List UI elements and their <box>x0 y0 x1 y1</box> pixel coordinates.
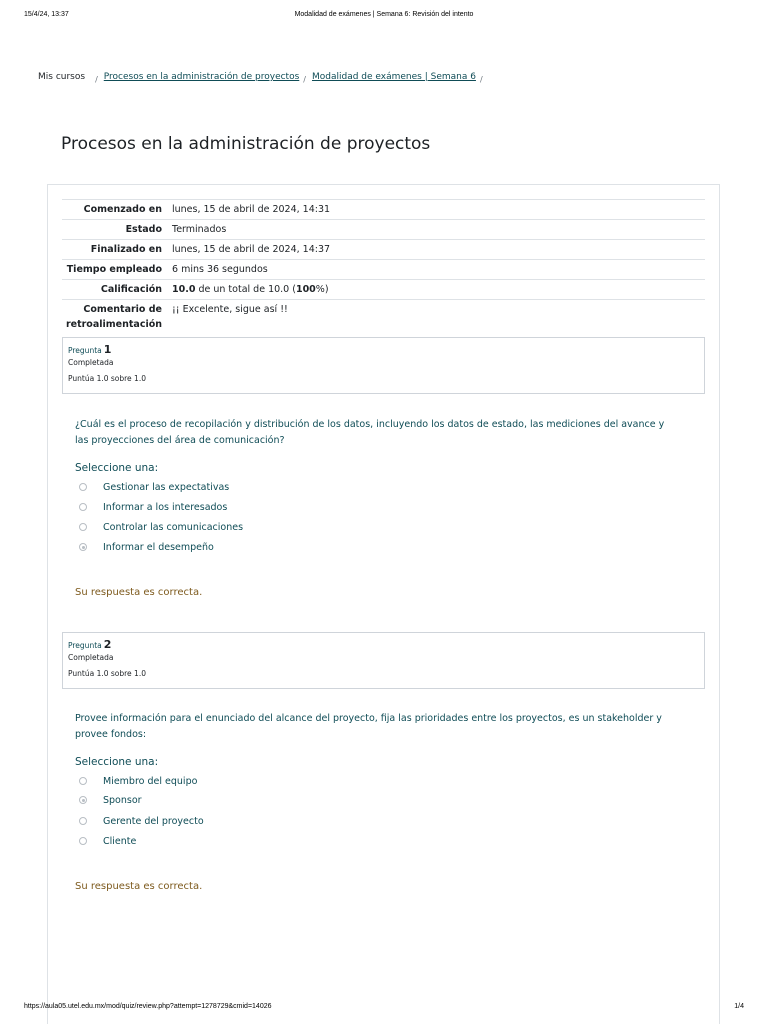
radio-button-selected[interactable] <box>79 543 87 551</box>
question-label: Pregunta <box>68 346 102 355</box>
q1-option-2[interactable] <box>79 500 227 514</box>
q1-option-1[interactable] <box>79 480 229 494</box>
summary-row-started <box>62 200 705 220</box>
radio-button[interactable] <box>79 503 87 511</box>
summary-row-feedback <box>62 300 705 335</box>
summary-value: lunes, 15 de abril de 2024, 14:31 <box>172 204 331 215</box>
radio-button-selected[interactable] <box>79 796 87 804</box>
breadcrumb-separator: / <box>95 74 98 84</box>
option-label: Cliente <box>103 835 137 847</box>
breadcrumb-exam-link[interactable]: Modalidad de exámenes | Semana 6 <box>311 72 476 82</box>
summary-label: Calificación <box>100 284 162 295</box>
q1-option-3[interactable] <box>79 520 243 534</box>
summary-label: Finalizado en <box>90 244 162 255</box>
breadcrumb-course-link[interactable]: Procesos en la administración de proyectos <box>103 72 300 82</box>
question-number: 1 <box>103 343 112 356</box>
breadcrumb-separator: / <box>479 74 483 84</box>
summary-row-state <box>62 220 705 240</box>
q2-option-1[interactable] <box>79 774 197 788</box>
grade-suffix: %) <box>315 284 329 295</box>
q2-option-3[interactable] <box>79 814 204 828</box>
breadcrumb <box>38 72 489 82</box>
grade-percent: 100 <box>295 284 316 295</box>
radio-button[interactable] <box>79 777 87 785</box>
question-grade: Puntúa 1.0 sobre 1.0 <box>68 669 146 678</box>
breadcrumb-separator: / <box>303 74 306 84</box>
question-1-info <box>62 337 705 394</box>
grade-score: 10.0 <box>172 284 196 295</box>
question-1-prompt: Seleccione una: <box>75 462 159 474</box>
summary-row-time-taken <box>62 260 705 280</box>
radio-button[interactable] <box>79 837 87 845</box>
summary-label: Tiempo empleado <box>66 264 162 275</box>
option-label: Informar el desempeño <box>103 541 214 553</box>
breadcrumb-mis-cursos[interactable]: Mis cursos <box>38 72 86 82</box>
question-2-prompt: Seleccione una: <box>75 756 159 768</box>
summary-value: Terminados <box>172 224 227 235</box>
summary-value: ¡¡ Excelente, sigue así !! <box>172 304 288 315</box>
option-label: Controlar las comunicaciones <box>103 521 244 533</box>
summary-value: lunes, 15 de abril de 2024, 14:37 <box>172 244 331 255</box>
q2-option-2[interactable] <box>79 793 142 807</box>
summary-label: Estado <box>125 224 162 235</box>
summary-value <box>168 280 705 300</box>
grade-out-of: de un total de 10.0 ( <box>195 284 296 295</box>
question-state: Completada <box>68 358 114 367</box>
option-label: Sponsor <box>103 794 142 806</box>
print-page-title: Modalidad de exámenes | Semana 6: Revisión del intento <box>294 11 474 18</box>
question-2-info <box>62 632 705 689</box>
print-page-number: 1/4 <box>734 1003 744 1010</box>
attempt-summary-table <box>62 199 705 334</box>
radio-button[interactable] <box>79 483 87 491</box>
summary-row-grade <box>62 280 705 300</box>
question-1-feedback: Su respuesta es correcta. <box>75 587 203 598</box>
option-label: Gerente del proyecto <box>103 815 204 827</box>
option-label: Miembro del equipo <box>103 775 198 787</box>
question-state: Completada <box>68 653 114 662</box>
question-2-text: Provee información para el enunciado del alcance del proyecto, fija las prioridades entre los proyectos, es un stakeholder y provee fondos: <box>75 713 662 740</box>
summary-label: Comentario de retroalimentación <box>65 304 162 330</box>
print-url: https://aula05.utel.edu.mx/mod/quiz/review.php?attempt=1278729&cmid=14026 <box>24 1003 272 1010</box>
radio-button[interactable] <box>79 523 87 531</box>
q1-option-4[interactable] <box>79 540 214 554</box>
summary-value: 6 mins 36 segundos <box>172 264 268 275</box>
question-grade: Puntúa 1.0 sobre 1.0 <box>68 374 146 383</box>
radio-button[interactable] <box>79 817 87 825</box>
print-datetime: 15/4/24, 13:37 <box>24 11 69 18</box>
question-1-text: ¿Cuál es el proceso de recopilación y distribución de los datos, incluyendo los datos de estado, las mediciones del avance y las proyecciones del área de comunicación? <box>75 419 665 446</box>
page-title: Procesos en la administración de proyectos <box>61 134 431 154</box>
question-number: 2 <box>103 638 112 651</box>
q2-option-4[interactable] <box>79 834 136 848</box>
question-label: Pregunta <box>68 641 102 650</box>
option-label: Informar a los interesados <box>103 501 228 513</box>
summary-row-finished <box>62 240 705 260</box>
summary-label: Comenzado en <box>83 204 162 215</box>
option-label: Gestionar las expectativas <box>103 481 230 493</box>
question-2-feedback: Su respuesta es correcta. <box>75 881 203 892</box>
